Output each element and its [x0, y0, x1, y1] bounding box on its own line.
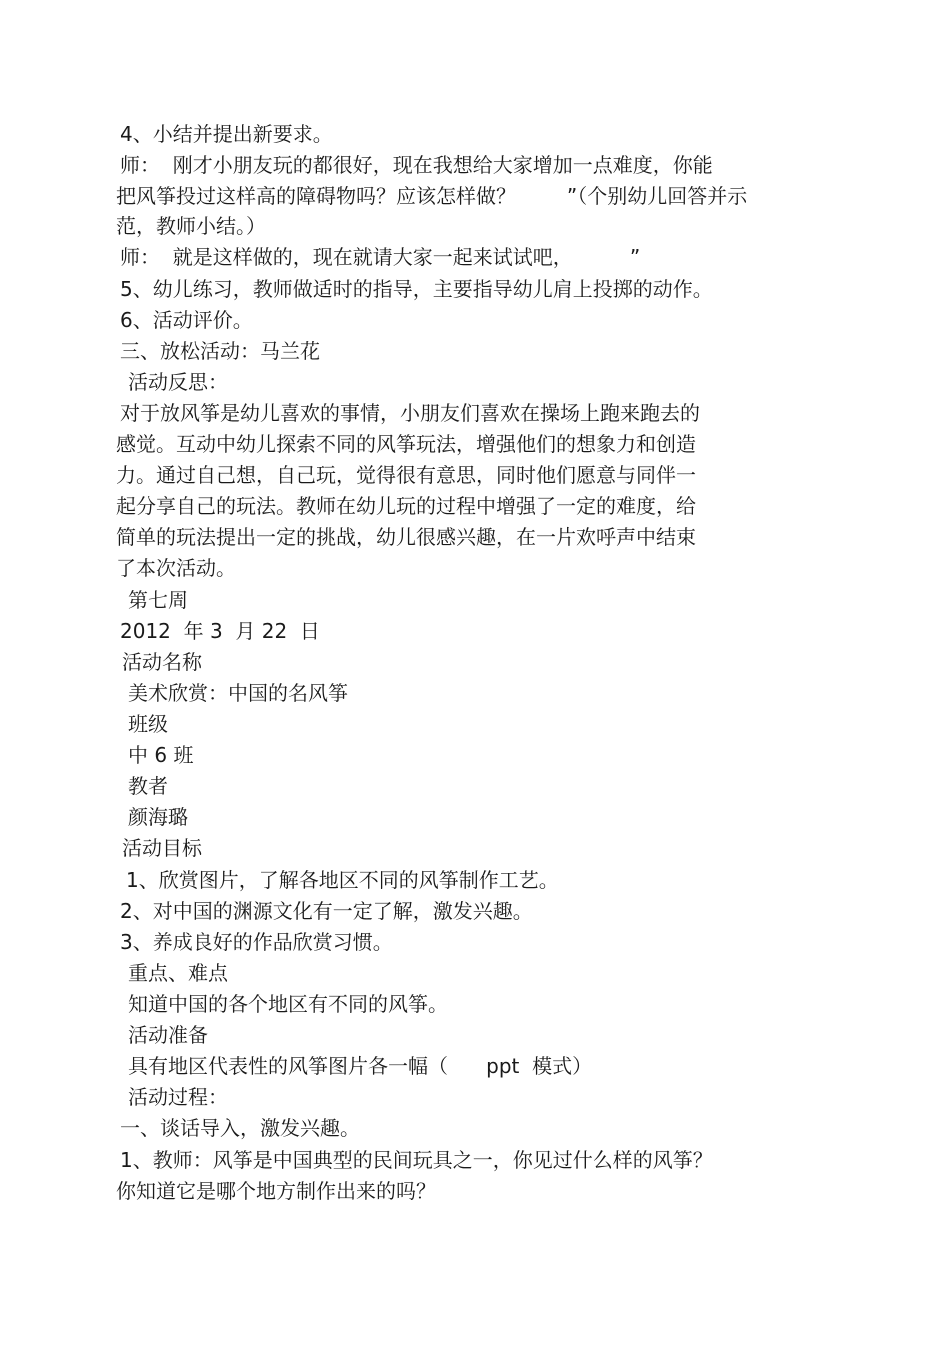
text-line: 活动过程： — [128, 1085, 228, 1109]
text-line: 了本次活动。 — [116, 556, 236, 580]
text-line: 师： 就是这样做的，现在就请大家一起来试试吧， ” — [120, 245, 641, 269]
text-line: 活动反思： — [128, 370, 228, 394]
text-line: 4、小结并提出新要求。 — [120, 122, 333, 146]
text-line: 6、活动评价。 — [120, 308, 253, 332]
text-line: 范，教师小结。） — [116, 214, 266, 238]
text-line: 简单的玩法提出一定的挑战，幼儿很感兴趣，在一片欢呼声中结束 — [116, 525, 696, 549]
text-line: 对于放风筝是幼儿喜欢的事情，小朋友们喜欢在操场上跑来跑去的 — [120, 401, 700, 425]
text-line: 1、教师：风筝是中国典型的民间玩具之一，你见过什么样的风筝？ — [120, 1148, 713, 1172]
text-line: 2、对中国的渊源文化有一定了解，激发兴趣。 — [120, 899, 533, 923]
text-line: 力。通过自己想，自己玩，觉得很有意思，同时他们愿意与同伴一 — [116, 463, 696, 487]
text-line: 一、谈话导入，激发兴趣。 — [120, 1116, 360, 1140]
text-line: 班级 — [128, 712, 168, 736]
text-line: 师： 刚才小朋友玩的都很好，现在我想给大家增加一点难度，你能 — [120, 153, 713, 177]
text-line: 5、幼儿练习，教师做适时的指导，主要指导幼儿肩上投掷的动作。 — [120, 277, 713, 301]
text-line: 2012 年 3 月 22 日 — [120, 619, 320, 643]
text-line: 美术欣赏：中国的名风筝 — [128, 681, 348, 705]
text-line: 起分享自己的玩法。教师在幼儿玩的过程中增强了一定的难度，给 — [116, 494, 696, 518]
text-line: 中 6 班 — [128, 743, 194, 767]
text-line: 颜海璐 — [128, 805, 188, 829]
text-line: 感觉。互动中幼儿探索不同的风筝玩法，增强他们的想象力和创造 — [116, 432, 696, 456]
text-line: 知道中国的各个地区有不同的风筝。 — [128, 992, 448, 1016]
text-line: 活动准备 — [128, 1023, 208, 1047]
text-line: 教者 — [128, 774, 168, 798]
text-line: 3、养成良好的作品欣赏习惯。 — [120, 930, 393, 954]
text-line: 活动名称 — [122, 650, 202, 674]
text-line: 具有地区代表性的风筝图片各一幅（ ppt 模式） — [128, 1054, 593, 1078]
text-line: 你知道它是哪个地方制作出来的吗？ — [116, 1179, 436, 1203]
text-line: 三、放松活动：马兰花 — [120, 339, 320, 363]
text-line: 把风筝投过这样高的障碍物吗？应该怎样做？ ”（个别幼儿回答并示 — [116, 184, 748, 208]
text-line: 重点、难点 — [128, 961, 228, 985]
text-line: 第七周 — [128, 588, 188, 612]
text-line: 活动目标 — [122, 836, 202, 860]
text-line: 1、欣赏图片，了解各地区不同的风筝制作工艺。 — [126, 868, 559, 892]
